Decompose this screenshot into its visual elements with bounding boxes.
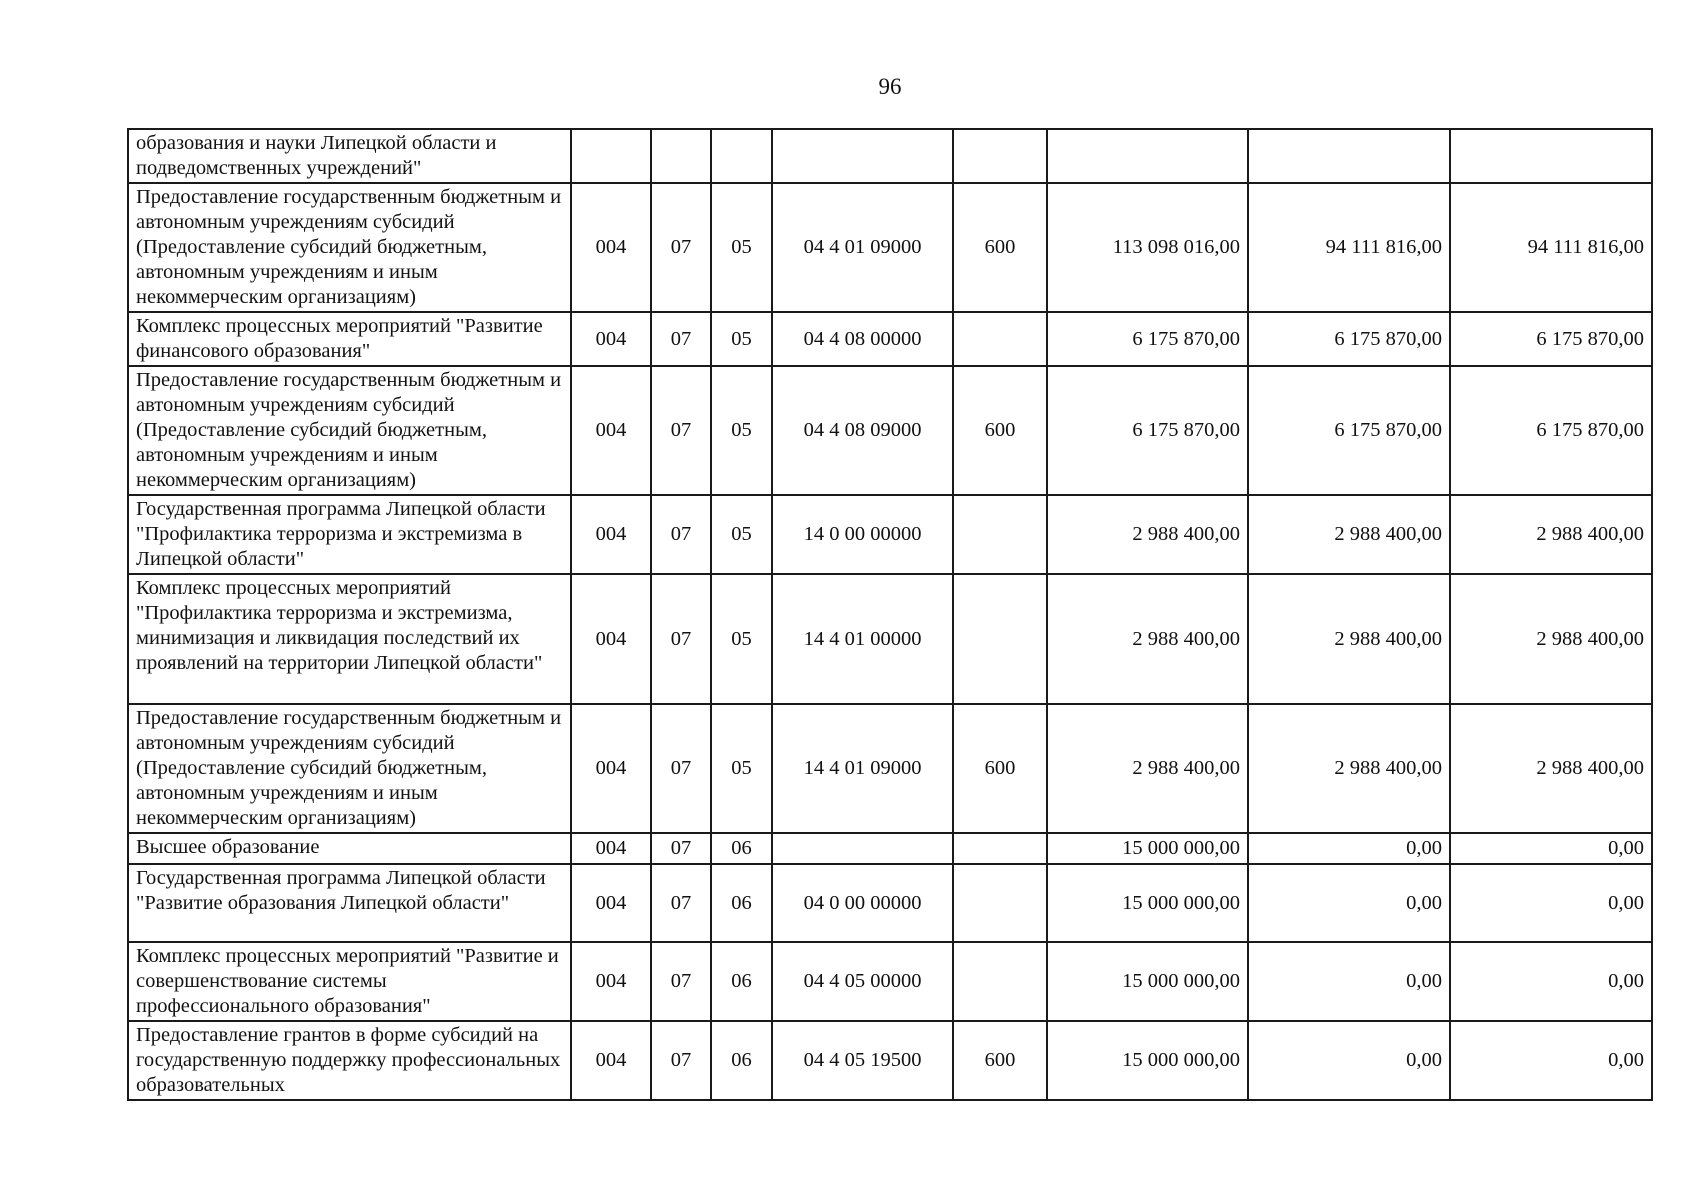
- subsection-code: 06: [711, 1021, 772, 1100]
- amount-year-1: 113 098 016,00: [1047, 183, 1248, 312]
- subsection-code: 06: [711, 942, 772, 1021]
- target-item-code: 04 4 01 09000: [772, 183, 953, 312]
- subsection-code: 05: [711, 495, 772, 574]
- table-row: [128, 366, 1652, 495]
- row-name: Предоставление государственным бюджетным и автономным учреждениям субсидий (Предоставление субсидий бюджетным, автономным учреждениям и иным некоммерческим организациям): [128, 366, 571, 495]
- expense-type-code: [953, 129, 1047, 183]
- amount-year-3: 0,00: [1450, 833, 1652, 864]
- table-body: [128, 129, 1652, 1100]
- section-code: 07: [651, 495, 711, 574]
- amount-year-2: 0,00: [1248, 1021, 1450, 1100]
- ministry-code: 004: [571, 366, 651, 495]
- ministry-code: 004: [571, 183, 651, 312]
- amount-year-3: 6 175 870,00: [1450, 366, 1652, 495]
- subsection-code: 05: [711, 366, 772, 495]
- amount-year-1: 15 000 000,00: [1047, 942, 1248, 1021]
- expense-type-code: [953, 864, 1047, 942]
- subsection-code: 06: [711, 833, 772, 864]
- target-item-code: 14 4 01 00000: [772, 574, 953, 704]
- section-code: 07: [651, 833, 711, 864]
- row-name: Государственная программа Липецкой области "Развитие образования Липецкой области": [128, 864, 571, 942]
- amount-year-2: 6 175 870,00: [1248, 366, 1450, 495]
- amount-year-1: [1047, 129, 1248, 183]
- section-code: 07: [651, 1021, 711, 1100]
- amount-year-2: 0,00: [1248, 942, 1450, 1021]
- subsection-code: 05: [711, 312, 772, 366]
- amount-year-2: 2 988 400,00: [1248, 495, 1450, 574]
- row-name: Комплекс процессных мероприятий "Развитие и совершенствование системы профессионального образования": [128, 942, 571, 1021]
- subsection-code: [711, 129, 772, 183]
- section-code: 07: [651, 942, 711, 1021]
- ministry-code: 004: [571, 864, 651, 942]
- target-item-code: 14 4 01 09000: [772, 704, 953, 833]
- amount-year-3: 94 111 816,00: [1450, 183, 1652, 312]
- expense-type-code: 600: [953, 1021, 1047, 1100]
- row-name: Высшее образование: [128, 833, 571, 864]
- expense-type-code: 600: [953, 366, 1047, 495]
- ministry-code: 004: [571, 495, 651, 574]
- section-code: 07: [651, 574, 711, 704]
- target-item-code: 04 4 08 09000: [772, 366, 953, 495]
- amount-year-3: 0,00: [1450, 1021, 1652, 1100]
- amount-year-3: 2 988 400,00: [1450, 574, 1652, 704]
- ministry-code: 004: [571, 704, 651, 833]
- amount-year-1: 2 988 400,00: [1047, 574, 1248, 704]
- amount-year-2: 94 111 816,00: [1248, 183, 1450, 312]
- subsection-code: 05: [711, 183, 772, 312]
- expense-type-code: [953, 574, 1047, 704]
- section-code: 07: [651, 704, 711, 833]
- expense-type-code: 600: [953, 183, 1047, 312]
- target-item-code: [772, 129, 953, 183]
- table-row: [128, 574, 1652, 704]
- table-row: [128, 495, 1652, 574]
- subsection-code: 05: [711, 574, 772, 704]
- target-item-code: 04 4 08 00000: [772, 312, 953, 366]
- section-code: 07: [651, 312, 711, 366]
- amount-year-2: 2 988 400,00: [1248, 704, 1450, 833]
- target-item-code: [772, 833, 953, 864]
- amount-year-2: 0,00: [1248, 864, 1450, 942]
- row-name: Комплекс процессных мероприятий "Профилактика терроризма и экстремизма, минимизация и ликвидация последствий их проявлений на территории Липецкой области": [128, 574, 571, 704]
- subsection-code: 05: [711, 704, 772, 833]
- amount-year-2: 6 175 870,00: [1248, 312, 1450, 366]
- amount-year-1: 2 988 400,00: [1047, 704, 1248, 833]
- expense-type-code: [953, 942, 1047, 1021]
- row-name: Государственная программа Липецкой области "Профилактика терроризма и экстремизма в Липецкой области": [128, 495, 571, 574]
- section-code: 07: [651, 864, 711, 942]
- target-item-code: 04 4 05 00000: [772, 942, 953, 1021]
- expense-type-code: [953, 495, 1047, 574]
- row-name: Предоставление государственным бюджетным и автономным учреждениям субсидий (Предоставление субсидий бюджетным, автономным учреждениям и иным некоммерческим организациям): [128, 704, 571, 833]
- table-row: [128, 942, 1652, 1021]
- row-name: Предоставление государственным бюджетным и автономным учреждениям субсидий (Предоставление субсидий бюджетным, автономным учреждениям и иным некоммерческим организациям): [128, 183, 571, 312]
- amount-year-2: [1248, 129, 1450, 183]
- row-name: Комплекс процессных мероприятий "Развитие финансового образования": [128, 312, 571, 366]
- table-row: [128, 129, 1652, 183]
- amount-year-1: 2 988 400,00: [1047, 495, 1248, 574]
- amount-year-3: 0,00: [1450, 864, 1652, 942]
- amount-year-1: 6 175 870,00: [1047, 366, 1248, 495]
- amount-year-3: [1450, 129, 1652, 183]
- target-item-code: 04 0 00 00000: [772, 864, 953, 942]
- budget-table: [127, 128, 1653, 1101]
- amount-year-3: 0,00: [1450, 942, 1652, 1021]
- table-row: [128, 1021, 1652, 1100]
- row-name: образования и науки Липецкой области и подведомственных учреждений": [128, 129, 571, 183]
- amount-year-3: 2 988 400,00: [1450, 704, 1652, 833]
- subsection-code: 06: [711, 864, 772, 942]
- target-item-code: 14 0 00 00000: [772, 495, 953, 574]
- amount-year-3: 2 988 400,00: [1450, 495, 1652, 574]
- section-code: 07: [651, 366, 711, 495]
- ministry-code: 004: [571, 833, 651, 864]
- expense-type-code: [953, 833, 1047, 864]
- table-row: [128, 864, 1652, 942]
- ministry-code: 004: [571, 1021, 651, 1100]
- amount-year-2: 2 988 400,00: [1248, 574, 1450, 704]
- amount-year-1: 15 000 000,00: [1047, 833, 1248, 864]
- table-row: [128, 312, 1652, 366]
- amount-year-1: 6 175 870,00: [1047, 312, 1248, 366]
- table-row: [128, 704, 1652, 833]
- page-number: 96: [878, 74, 902, 99]
- expense-type-code: 600: [953, 704, 1047, 833]
- amount-year-1: 15 000 000,00: [1047, 1021, 1248, 1100]
- table-row: [128, 833, 1652, 864]
- section-code: 07: [651, 183, 711, 312]
- section-code: [651, 129, 711, 183]
- row-name: Предоставление грантов в форме субсидий на государственную поддержку профессиональных образовательных: [128, 1021, 571, 1100]
- ministry-code: 004: [571, 942, 651, 1021]
- target-item-code: 04 4 05 19500: [772, 1021, 953, 1100]
- amount-year-2: 0,00: [1248, 833, 1450, 864]
- ministry-code: 004: [571, 574, 651, 704]
- ministry-code: 004: [571, 312, 651, 366]
- amount-year-1: 15 000 000,00: [1047, 864, 1248, 942]
- expense-type-code: [953, 312, 1047, 366]
- ministry-code: [571, 129, 651, 183]
- table-row: [128, 183, 1652, 312]
- amount-year-3: 6 175 870,00: [1450, 312, 1652, 366]
